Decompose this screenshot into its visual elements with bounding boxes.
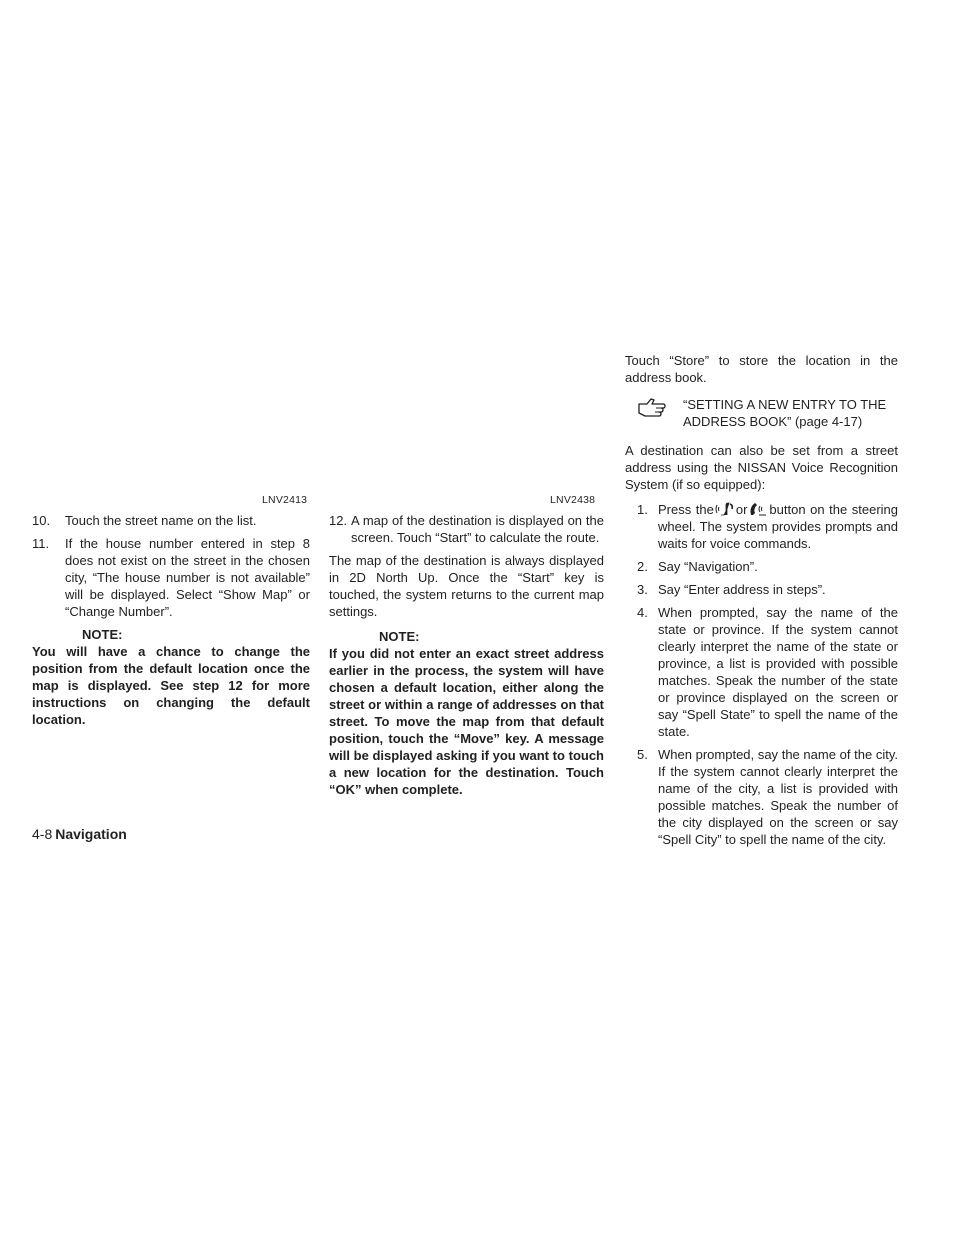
step-number: 2. [637,559,648,574]
cross-reference-text: “SETTING A NEW ENTRY TO THE ADDRESS BOOK” (page 4-17) [683,397,887,429]
section-title: Navigation [55,826,127,842]
step-text: Say “Enter address in steps”. [658,582,826,597]
note-heading: NOTE: [379,629,420,644]
paragraph: Touch “Store” to store the location in the address book. [625,353,898,385]
voice-step-3 [637,581,898,598]
left-column [32,512,310,728]
step-number: 10. [32,513,51,528]
paragraph: The map of the destination is always displayed in 2D North Up. Once the “Start” key is touched, the system returns to the current map settings. [329,553,604,619]
right-column [625,352,898,854]
page-number: 4-8 [32,826,53,842]
reference-hand-icon [637,396,667,418]
paragraph: A destination can also be set from a street address using the NISSAN Voice Recognition System (if so equipped): [625,443,898,492]
step-number: 12. [329,513,348,528]
voice-step-4 [637,604,898,740]
step-number: 11. [32,536,50,551]
step-text: Say “Navigation”. [658,559,758,574]
talk-button-icon [714,501,736,517]
step-text: When prompted, say the name of the city. If the system cannot clearly interpret the name of the city, a list is provided with possible matches. Speak the number of the city displayed on the screen or say “Spell City” to spell the name of the city. [658,747,898,847]
step-text-part: or [735,502,748,517]
step-text-part: Press the [658,502,714,517]
step-number: 3. [637,582,648,597]
voice-step-5 [637,746,898,848]
step-10 [32,512,310,529]
step-number: 5. [637,747,648,762]
step-12 [329,512,604,546]
page-footer [32,826,127,842]
step-number: 1. [637,502,648,517]
step-text-part: button on the steering wheel. The system provides prompts and waits for voice commands. [658,502,898,551]
figure-label-left: LNV2413 [262,494,308,506]
voice-step-1 [637,501,898,552]
step-text [658,501,898,552]
step-text: If the house number entered in step 8 does not exist on the street in the chosen city, “The house number is not available” will be displayed. Select “Show Map” or “Change Number”. [65,536,310,619]
cross-reference [625,396,898,430]
note-text: You will have a chance to change the position from the default location once the map is displayed. See step 12 for more instructions on changing the default location. [32,644,310,727]
step-text: A map of the destination is displayed on the screen. Touch “Start” to calculate the route. [351,513,604,545]
voice-step-2 [637,558,898,575]
phone-send-icon [747,501,769,517]
middle-column [329,512,604,798]
figure-label-middle: LNV2438 [550,494,596,506]
step-text: Touch the street name on the list. [65,513,257,528]
step-11 [32,535,310,620]
step-number: 4. [637,605,648,620]
note-text: If you did not enter an exact street address earlier in the process, the system will have chosen a default location, either along the street or within a range of addresses on that street. To move the map from that default position, touch the “Move” key. A message will be displayed asking if you want to touch a new location for the destination. Touch “OK” when complete. [329,646,604,797]
note-heading: NOTE: [82,627,123,642]
step-text: When prompted, say the name of the state or province. If the system cannot clearly interpret the name of the state or province, a list is provided with possible matches. Speak the number of the state or province displayed on the screen or say “Spell State” to spell the name of the state. [658,605,898,739]
